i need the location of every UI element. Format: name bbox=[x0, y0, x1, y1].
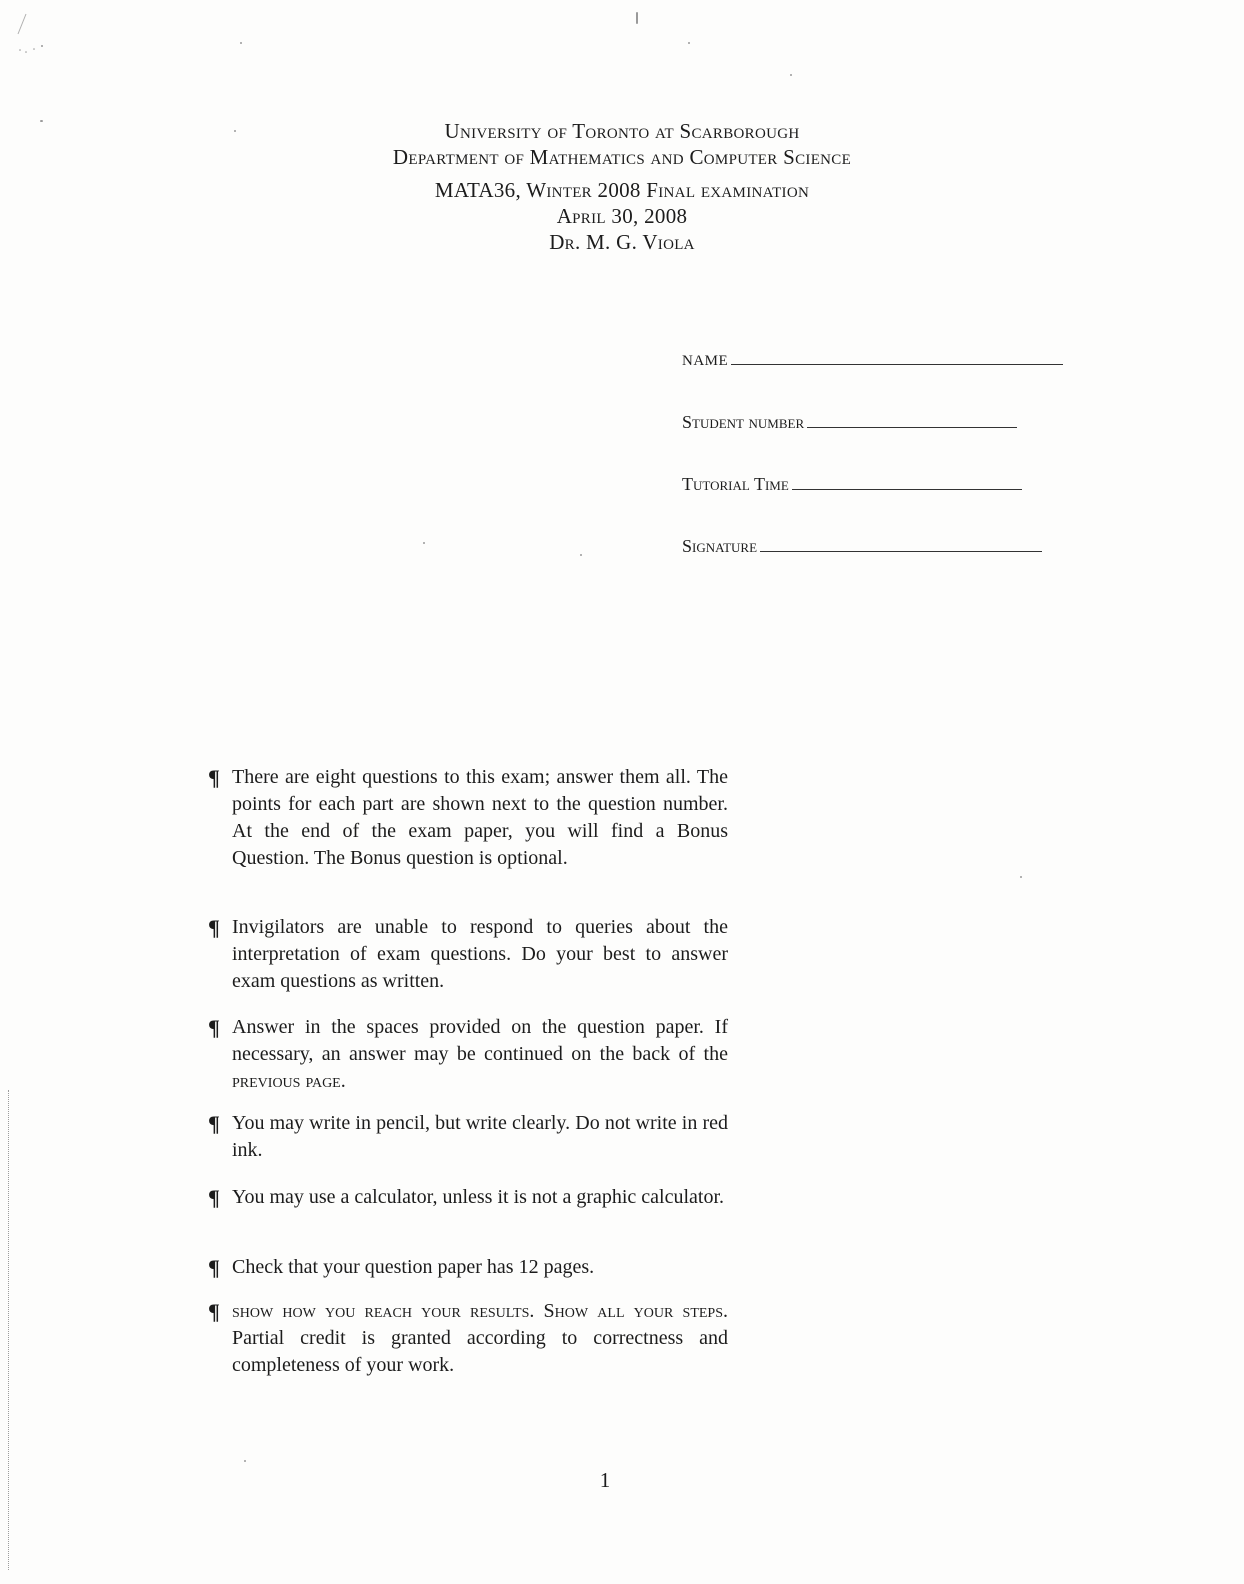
page-number: 1 bbox=[599, 1468, 611, 1492]
name-field bbox=[682, 350, 1063, 370]
instruction-text-part: Answer in the spaces provided on the question paper. If necessary, an answer may be continued on the back of the bbox=[232, 1016, 728, 1065]
instruction-item bbox=[208, 1184, 728, 1211]
pilcrow-icon: ¶ bbox=[208, 1185, 220, 1210]
instruction-item bbox=[208, 1014, 728, 1095]
exam-header bbox=[250, 118, 994, 255]
tutorial-time-field bbox=[682, 474, 1022, 495]
course-exam-title: MATA36, Winter 2008 Final examination bbox=[434, 178, 810, 202]
tutorial-time-label: Tutorial Time bbox=[682, 474, 789, 494]
scan-speck bbox=[636, 12, 638, 24]
scan-speck bbox=[580, 554, 582, 556]
instruction-item bbox=[208, 1298, 728, 1379]
instructor-name: Dr. M. G. Viola bbox=[549, 230, 695, 254]
instruction-text-part: . Partial credit is granted according to correctness and completeness of your work. bbox=[232, 1300, 728, 1376]
name-input-line[interactable] bbox=[731, 350, 1063, 365]
department-title: Department of Mathematics and Computer Science bbox=[392, 145, 852, 169]
scan-speck bbox=[234, 130, 236, 132]
instruction-item bbox=[208, 1110, 728, 1164]
scan-speck bbox=[1020, 876, 1022, 878]
exam-date: April 30, 2008 bbox=[556, 204, 688, 228]
instruction-text-part: . bbox=[340, 1070, 346, 1092]
scan-speck bbox=[40, 120, 43, 122]
instruction-text: Invigilators are unable to respond to queries about the interpretation of exam questions. Do your best to answer exam questions as written. bbox=[232, 916, 728, 992]
scan-edge-dots bbox=[8, 1090, 10, 1570]
instruction-text: You may write in pencil, but write clearly. Do not write in red ink. bbox=[232, 1112, 728, 1161]
institution-title: University of Toronto at Scarborough bbox=[444, 119, 800, 143]
instruction-text bbox=[232, 1014, 728, 1095]
signature-input-line[interactable] bbox=[760, 537, 1042, 552]
signature-label: Signature bbox=[682, 536, 758, 556]
pilcrow-icon: ¶ bbox=[208, 915, 220, 940]
instruction-text: Check that your question paper has 12 pages. bbox=[232, 1256, 595, 1278]
instruction-item bbox=[208, 914, 728, 995]
instruction-emphasis: previous page bbox=[232, 1070, 341, 1092]
scan-speck bbox=[790, 74, 792, 76]
student-number-input-line[interactable] bbox=[807, 413, 1017, 428]
name-label: NAME bbox=[682, 353, 729, 369]
instruction-item bbox=[208, 764, 728, 872]
scan-speck bbox=[688, 42, 690, 44]
scan-speck bbox=[423, 542, 425, 544]
instruction-text: You may use a calculator, unless it is not a graphic calculator. bbox=[232, 1186, 725, 1208]
tutorial-time-input-line[interactable] bbox=[792, 475, 1022, 490]
scan-speck bbox=[240, 42, 242, 44]
signature-field bbox=[682, 536, 1042, 557]
scan-speck bbox=[244, 1460, 246, 1462]
instruction-item bbox=[208, 1254, 728, 1281]
scan-artifact-icon bbox=[12, 12, 52, 62]
pilcrow-icon: ¶ bbox=[208, 1111, 220, 1136]
pilcrow-icon: ¶ bbox=[208, 1299, 220, 1324]
pilcrow-icon: ¶ bbox=[208, 1015, 220, 1040]
instruction-emphasis: show how you reach your results. Show all your steps bbox=[232, 1300, 723, 1322]
instruction-text: There are eight questions to this exam; answer them all. The points for each part are shown next to the question number. At the end of the exam paper, you will find a Bonus Question. The Bonus question is optional. bbox=[232, 766, 728, 869]
student-number-label: Student number bbox=[682, 412, 805, 432]
pilcrow-icon: ¶ bbox=[208, 765, 220, 790]
instruction-text bbox=[232, 1298, 728, 1379]
student-number-field bbox=[682, 412, 1017, 433]
pilcrow-icon: ¶ bbox=[208, 1255, 220, 1280]
